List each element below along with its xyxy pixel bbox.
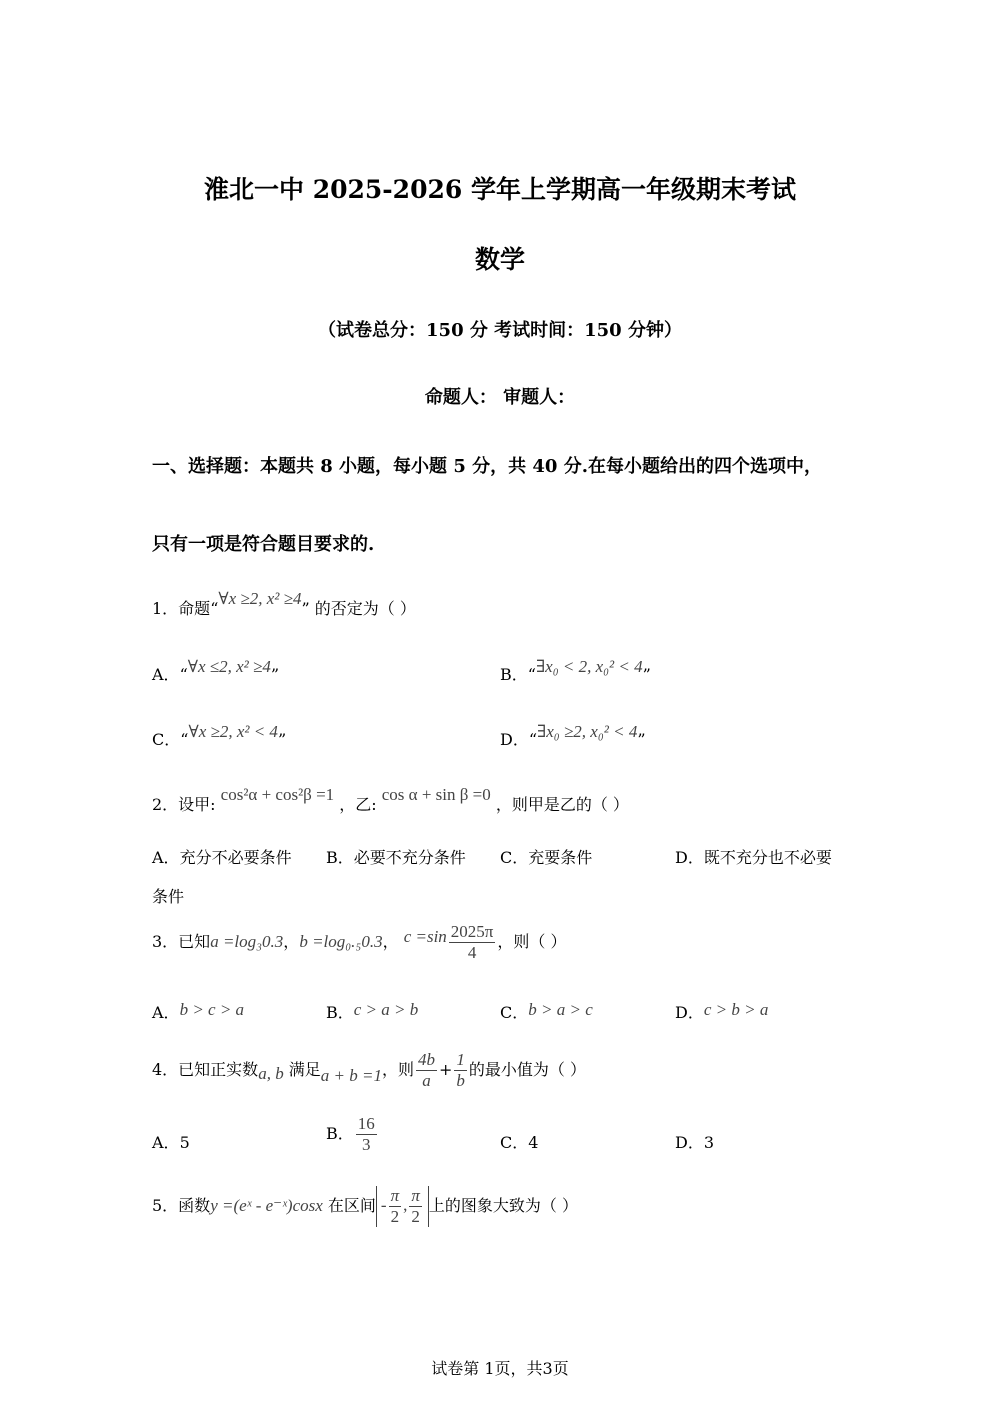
- q1-option-c[interactable]: C．“∀x ≥2, x² < 4”: [152, 722, 287, 749]
- interval-lower-fraction: [389, 1186, 402, 1227]
- q1-option-d[interactable]: D．“∃x₀ ≥2, x₀² < 4”: [500, 722, 646, 749]
- option-label: A．: [152, 1133, 180, 1152]
- exam-authors: 命题人： 审题人：: [424, 387, 576, 408]
- option-label: C．: [500, 1003, 529, 1022]
- q4-fraction-2: [454, 1050, 467, 1091]
- q3-a-expression: a =log₃0.3: [210, 932, 284, 951]
- question-3: [152, 922, 566, 963]
- option-expression: ∀x ≥2, x² < 4: [188, 722, 278, 741]
- option-label: C．: [500, 848, 529, 867]
- option-expression: ∀x ≤2, x² ≥4: [187, 657, 271, 676]
- q4-mid2: ，则: [382, 1060, 415, 1079]
- q4-label: 4．已知正实数: [152, 1060, 259, 1079]
- q3-c-lhs: c =sin: [403, 927, 447, 946]
- q4-option-b-fraction: [356, 1114, 377, 1155]
- option-label: A．: [152, 848, 180, 867]
- fraction-numerator: 1: [456, 1050, 465, 1069]
- q2-expression-b: cos α + sin β =0: [381, 785, 491, 804]
- option-expression: c > b > a: [703, 1000, 769, 1019]
- q5-mid: 在区间: [327, 1196, 376, 1215]
- fraction-numerator: 4b: [418, 1050, 436, 1069]
- question-5: [152, 1186, 578, 1227]
- fraction-denominator: 2: [411, 1207, 420, 1226]
- exam-subject: 数学: [474, 245, 525, 274]
- section-heading-line2: 只有一项是符合题目要求的.: [152, 534, 375, 555]
- q2-label: 2．设甲:: [152, 795, 216, 814]
- option-label: C．: [152, 730, 181, 749]
- q4-plus: +: [439, 1060, 453, 1079]
- interval-upper-fraction: [409, 1186, 422, 1227]
- q3-c-fraction: [449, 922, 496, 963]
- option-label: B．: [326, 1124, 354, 1143]
- option-label: D．: [675, 848, 704, 867]
- fraction-denominator: a: [422, 1071, 431, 1090]
- fraction-numerator: π: [411, 1186, 420, 1205]
- q1-label: 1．命题: [152, 599, 211, 618]
- q4-option-b[interactable]: [326, 1114, 379, 1155]
- fraction-denominator: b: [456, 1071, 465, 1090]
- option-text: 3: [703, 1133, 715, 1152]
- option-label: A．: [152, 665, 180, 684]
- fraction-denominator: 3: [362, 1135, 371, 1154]
- q5-label: 5．函数: [152, 1196, 211, 1215]
- option-text: 充分不必要条件: [179, 848, 292, 867]
- fraction-denominator: 2: [390, 1207, 400, 1226]
- q1-expression: ∀x ≥2, x² ≥4: [218, 589, 302, 608]
- q3-label: 3．已知: [152, 932, 211, 951]
- q5-interval: - $\frac{\pi}{2}$ , $\frac{\pi}{2}$: [376, 1186, 429, 1227]
- option-label: A．: [152, 1003, 180, 1022]
- question-2: [152, 785, 629, 815]
- q2-tail: ，则甲是乙的（ ）: [495, 795, 629, 814]
- q5-function-expression: y =(eˣ - e⁻ˣ)cosx: [210, 1196, 323, 1215]
- option-text: 5: [179, 1133, 190, 1152]
- q5-tail: 上的图象大致为（ ）: [428, 1196, 578, 1215]
- q2-option-d[interactable]: [675, 845, 832, 868]
- section-heading-line1: 一、选择题：本题共 8 小题，每小题 5 分，共 40 分.在每小题给出的四个选项中，: [152, 456, 822, 477]
- q2-mid: ，乙:: [339, 795, 377, 814]
- option-label: C．: [500, 1133, 529, 1152]
- option-expression: c > a > b: [353, 1000, 419, 1019]
- option-text: 充要条件: [528, 848, 593, 867]
- q3-option-b[interactable]: [326, 1000, 418, 1023]
- option-text: 4: [528, 1133, 539, 1152]
- q2-option-c[interactable]: [500, 845, 592, 868]
- q2-expression-a: cos²α + cos²β =1: [220, 785, 335, 804]
- q3-option-c[interactable]: [500, 1000, 593, 1023]
- q4-variables: a, b: [258, 1064, 284, 1083]
- option-label: B．: [500, 665, 528, 684]
- option-text: 既不充分也不必要: [703, 848, 832, 867]
- question-1: 1．命题“∀x ≥2, x² ≥4” 的否定为（ ）: [152, 589, 416, 618]
- option-label: D．: [500, 730, 529, 749]
- option-expression: b > a > c: [528, 1000, 593, 1019]
- page-footer: 试卷第 1页，共3页: [431, 1359, 569, 1378]
- option-text: 必要不充分条件: [353, 848, 466, 867]
- fraction-numerator: 16: [357, 1114, 375, 1133]
- q3-separator: ，: [283, 932, 300, 951]
- q4-condition: a + b =1: [320, 1066, 382, 1085]
- q1-option-b[interactable]: B．“∃x₀ < 2, x₀² < 4”: [500, 657, 651, 684]
- q3-separator: ，: [382, 932, 399, 951]
- q3-tail: ，则（ ）: [497, 932, 567, 951]
- q4-mid: 满足: [288, 1060, 321, 1079]
- q2-option-d-wrap: 条件: [152, 887, 185, 906]
- q4-fraction-1: [416, 1050, 437, 1091]
- q4-option-a[interactable]: [152, 1130, 190, 1153]
- q3-option-d[interactable]: [675, 1000, 768, 1023]
- option-expression: b > c > a: [179, 1000, 245, 1019]
- q4-option-c[interactable]: [500, 1130, 538, 1153]
- option-label: D．: [675, 1003, 704, 1022]
- fraction-numerator: π: [390, 1186, 400, 1205]
- q3-b-expression: b =log₀.₅0.3: [299, 932, 383, 951]
- q2-option-a[interactable]: [152, 845, 292, 868]
- q1-tail: 的否定为（ ）: [314, 599, 416, 618]
- q4-option-d[interactable]: [675, 1130, 714, 1153]
- q4-tail: 的最小值为（ ）: [468, 1060, 587, 1079]
- q3-option-a[interactable]: [152, 1000, 244, 1023]
- question-4: [152, 1050, 586, 1091]
- exam-info: （试卷总分：150 分 考试时间：150 分钟）: [318, 320, 682, 341]
- fraction-denominator: 4: [467, 943, 477, 962]
- exam-title: 淮北一中 2025-2026 学年上学期高一年级期末考试: [204, 175, 796, 204]
- option-expression: ∃x₀ < 2, x₀² < 4: [535, 657, 643, 676]
- option-label: B．: [326, 1003, 354, 1022]
- option-expression: ∃x₀ ≥2, x₀² < 4: [537, 722, 638, 741]
- q1-option-a[interactable]: A．“∀x ≤2, x² ≥4”: [152, 657, 280, 684]
- q2-option-b[interactable]: [326, 845, 466, 868]
- option-label: B．: [326, 848, 354, 867]
- fraction-numerator: 2025π: [450, 922, 494, 941]
- option-label: D．: [675, 1133, 704, 1152]
- interval-sign: -: [380, 1195, 387, 1215]
